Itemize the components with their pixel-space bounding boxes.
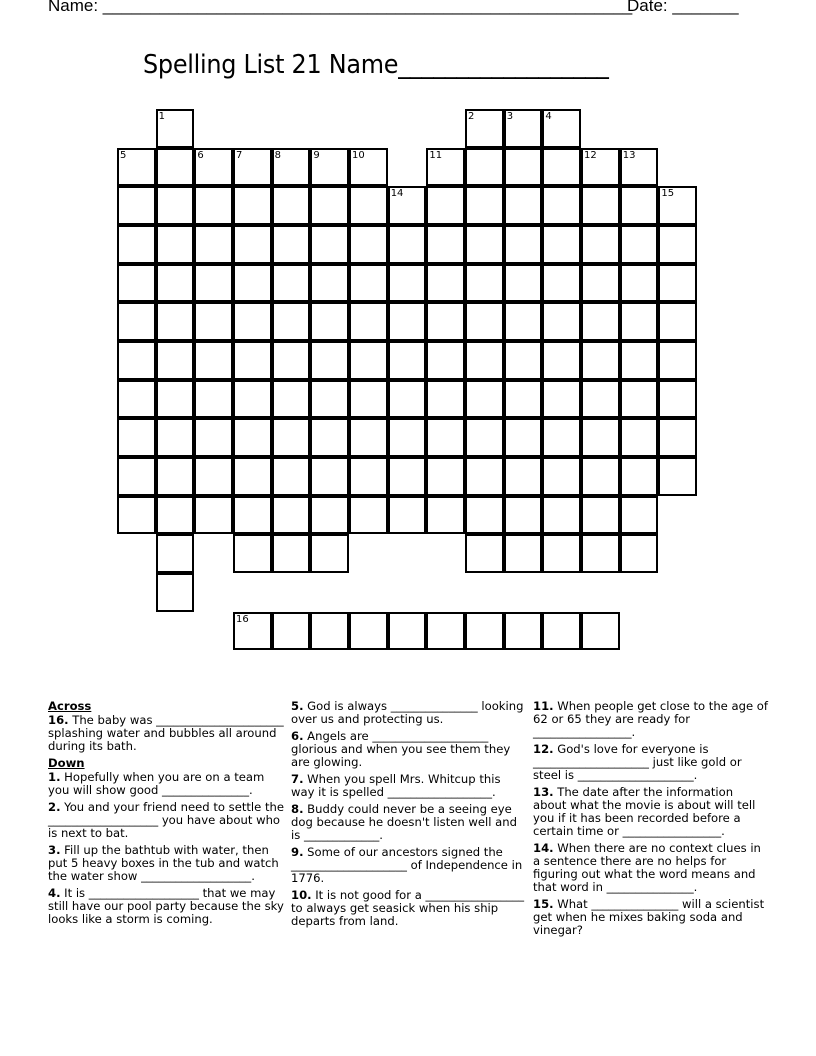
- clue-down-5: 5. God is always _______________ looking over us and protecting us.: [291, 699, 524, 726]
- grid-cell[interactable]: [156, 109, 195, 148]
- grid-cell[interactable]: [388, 186, 427, 225]
- grid-cell[interactable]: [426, 380, 465, 419]
- grid-cell[interactable]: [117, 302, 156, 341]
- clues-column-3: [533, 700, 769, 941]
- down-heading: Down: [48, 756, 85, 770]
- grid-cell[interactable]: [310, 148, 349, 187]
- grid-cell[interactable]: [581, 457, 620, 496]
- grid-cell[interactable]: [388, 341, 427, 380]
- clue-down-15: 15. What _______________ will a scientist get when he mixes baking soda and vinegar?: [533, 897, 765, 937]
- grid-cell[interactable]: [156, 380, 195, 419]
- grid-cell[interactable]: [388, 225, 427, 264]
- grid-cell[interactable]: [465, 186, 504, 225]
- grid-cell[interactable]: [426, 302, 465, 341]
- grid-cell[interactable]: [272, 264, 311, 303]
- grid-cell[interactable]: [310, 418, 349, 457]
- grid-cell[interactable]: [465, 225, 504, 264]
- clue-number: 8: [274, 149, 282, 161]
- grid-cell[interactable]: [426, 264, 465, 303]
- grid-cell[interactable]: [658, 264, 697, 303]
- grid-cell[interactable]: [349, 225, 388, 264]
- grid-cell[interactable]: [620, 418, 659, 457]
- grid-cell[interactable]: [504, 380, 543, 419]
- grid-cell[interactable]: [156, 341, 195, 380]
- clues-column-2: [291, 700, 527, 932]
- grid-cell[interactable]: [504, 496, 543, 535]
- clue-number: 2: [468, 111, 475, 122]
- grid-cell[interactable]: [194, 225, 233, 264]
- grid-cell[interactable]: [156, 534, 195, 573]
- grid-cell[interactable]: [272, 418, 311, 457]
- grid-cell[interactable]: [349, 264, 388, 303]
- grid-cell[interactable]: [465, 534, 504, 573]
- grid-cell[interactable]: [542, 302, 581, 341]
- grid-cell[interactable]: [426, 457, 465, 496]
- grid-cell[interactable]: [658, 302, 697, 341]
- grid-cell[interactable]: [426, 341, 465, 380]
- clue-number: 9: [313, 149, 320, 161]
- grid-cell[interactable]: [581, 148, 620, 187]
- grid-cell[interactable]: [194, 457, 233, 496]
- grid-cell[interactable]: [310, 612, 349, 651]
- clues-column-1: [48, 700, 288, 930]
- clue-number: 6: [197, 149, 204, 161]
- grid-cell[interactable]: [504, 302, 543, 341]
- grid-cell[interactable]: [117, 496, 156, 535]
- grid-cell[interactable]: [542, 612, 581, 651]
- grid-cell[interactable]: [504, 148, 543, 187]
- grid-cell[interactable]: [233, 418, 272, 457]
- clue-number: 15: [661, 188, 675, 200]
- grid-cell[interactable]: [426, 186, 465, 225]
- grid-cell[interactable]: [388, 457, 427, 496]
- grid-cell[interactable]: [465, 341, 504, 380]
- grid-cell[interactable]: [194, 380, 233, 419]
- grid-cell[interactable]: [542, 148, 581, 187]
- grid-cell[interactable]: [388, 418, 427, 457]
- grid-cell[interactable]: [310, 457, 349, 496]
- grid-cell[interactable]: [156, 302, 195, 341]
- grid-cell[interactable]: [542, 418, 581, 457]
- grid-cell[interactable]: [504, 186, 543, 225]
- grid-cell[interactable]: [194, 264, 233, 303]
- grid-cell[interactable]: [156, 418, 195, 457]
- grid-cell[interactable]: [272, 186, 311, 225]
- grid-cell[interactable]: [620, 457, 659, 496]
- clue-down-14: 14. When there are no context clues in a sentence there are no helps for figuring out what the word means and that word in _______________.: [533, 841, 761, 894]
- grid-cell[interactable]: [310, 534, 349, 573]
- clue-down-11: 11. When people get close to the age of 62 or 65 they are ready for _________________.: [533, 699, 768, 739]
- grid-cell[interactable]: [117, 148, 156, 187]
- grid-cell[interactable]: [581, 186, 620, 225]
- clue-number: 16: [236, 613, 249, 625]
- grid-cell[interactable]: [465, 148, 504, 187]
- grid-cell[interactable]: [272, 148, 311, 187]
- grid-cell[interactable]: [156, 225, 195, 264]
- clue-down-3: 3. Fill up the bathtub with water, then put 5 heavy boxes in the tub and watch the water show ___________________.: [48, 843, 279, 883]
- grid-cell[interactable]: [388, 264, 427, 303]
- grid-cell[interactable]: [156, 264, 195, 303]
- grid-cell[interactable]: [581, 496, 620, 535]
- grid-cell[interactable]: [349, 186, 388, 225]
- grid-cell[interactable]: [233, 186, 272, 225]
- grid-cell[interactable]: [542, 109, 581, 148]
- grid-cell[interactable]: [465, 264, 504, 303]
- grid-cell[interactable]: [658, 225, 697, 264]
- clue-number: 12: [584, 149, 597, 161]
- grid-cell[interactable]: [310, 380, 349, 419]
- clue-down-12: 12. God's love for everyone is ____________________ just like gold or steel is ____________________.: [533, 742, 742, 782]
- clue-number: 7: [236, 149, 243, 161]
- clue-number: 13: [622, 149, 636, 161]
- name-field-label: Name: ________________________________________________________: [48, 0, 633, 15]
- grid-cell[interactable]: [504, 109, 543, 148]
- grid-cell[interactable]: [658, 186, 697, 225]
- grid-cell[interactable]: [620, 225, 659, 264]
- grid-cell[interactable]: [117, 418, 156, 457]
- grid-cell[interactable]: [310, 496, 349, 535]
- clue-number: 4: [545, 111, 552, 122]
- grid-cell[interactable]: [581, 380, 620, 419]
- grid-cell[interactable]: [156, 573, 195, 612]
- grid-cell[interactable]: [504, 612, 543, 651]
- grid-cell[interactable]: [156, 186, 195, 225]
- grid-cell[interactable]: [581, 225, 620, 264]
- grid-cell[interactable]: [581, 302, 620, 341]
- across-heading: Across: [48, 699, 92, 713]
- grid-cell[interactable]: [542, 534, 581, 573]
- grid-cell[interactable]: [658, 418, 697, 457]
- grid-cell[interactable]: [504, 264, 543, 303]
- grid-cell[interactable]: [194, 186, 233, 225]
- grid-cell[interactable]: [581, 264, 620, 303]
- grid-cell[interactable]: [272, 457, 311, 496]
- grid-cell[interactable]: [426, 148, 465, 187]
- grid-cell[interactable]: [465, 302, 504, 341]
- grid-cell[interactable]: [620, 380, 659, 419]
- grid-cell[interactable]: [426, 225, 465, 264]
- grid-cell[interactable]: [581, 341, 620, 380]
- clue-down-13: 13. The date after the information about what the movie is about will tell you if it has been recorded before a certain time or _________________.: [533, 785, 756, 838]
- grid-cell[interactable]: [581, 612, 620, 651]
- page-title: Spelling List 21 Name__________________: [143, 50, 609, 80]
- grid-cell[interactable]: [388, 496, 427, 535]
- grid-cell[interactable]: [542, 380, 581, 419]
- grid-cell[interactable]: [658, 380, 697, 419]
- grid-cell[interactable]: [349, 302, 388, 341]
- grid-cell[interactable]: [504, 225, 543, 264]
- grid-cell[interactable]: [272, 534, 311, 573]
- grid-cell[interactable]: [310, 341, 349, 380]
- grid-cell[interactable]: [581, 534, 620, 573]
- grid-cell[interactable]: [349, 496, 388, 535]
- grid-cell[interactable]: [117, 186, 156, 225]
- grid-cell[interactable]: [542, 264, 581, 303]
- clue-number: 3: [506, 111, 514, 122]
- grid-cell[interactable]: [233, 302, 272, 341]
- grid-cell[interactable]: [233, 380, 272, 419]
- grid-cell[interactable]: [233, 496, 272, 535]
- grid-cell[interactable]: [542, 186, 581, 225]
- grid-cell[interactable]: [388, 612, 427, 651]
- grid-cell[interactable]: [117, 380, 156, 419]
- grid-cell[interactable]: [620, 341, 659, 380]
- clue-down-1: 1. Hopefully when you are on a team you will show good _______________.: [48, 770, 265, 797]
- grid-cell[interactable]: [117, 457, 156, 496]
- grid-cell[interactable]: [426, 496, 465, 535]
- grid-cell[interactable]: [233, 341, 272, 380]
- grid-cell[interactable]: [272, 380, 311, 419]
- grid-cell[interactable]: [620, 496, 659, 535]
- grid-cell[interactable]: [465, 612, 504, 651]
- clue-down-2: 2. You and your friend need to settle the ___________________ you have about who is next to bat.: [48, 800, 284, 840]
- clue-down-8: 8. Buddy could never be a seeing eye dog because he doesn't listen well and is _____________.: [291, 802, 517, 842]
- clue-number: 14: [390, 188, 404, 200]
- grid-cell[interactable]: [194, 148, 233, 187]
- grid-cell[interactable]: [233, 148, 272, 187]
- grid-cell[interactable]: [542, 225, 581, 264]
- grid-cell[interactable]: [272, 225, 311, 264]
- grid-cell[interactable]: [349, 418, 388, 457]
- grid-cell[interactable]: [272, 496, 311, 535]
- grid-cell[interactable]: [233, 534, 272, 573]
- clue-number: 10: [352, 149, 365, 161]
- grid-cell[interactable]: [194, 302, 233, 341]
- grid-cell[interactable]: [194, 418, 233, 457]
- grid-cell[interactable]: [620, 534, 659, 573]
- grid-cell[interactable]: [117, 341, 156, 380]
- grid-cell[interactable]: [310, 302, 349, 341]
- grid-cell[interactable]: [658, 341, 697, 380]
- grid-cell[interactable]: [156, 496, 195, 535]
- clue-down-10: 10. It is not good for a _________________ to always get seasick when his ship departs from land.: [291, 888, 525, 928]
- grid-cell[interactable]: [233, 612, 272, 651]
- grid-cell[interactable]: [465, 109, 504, 148]
- grid-cell[interactable]: [504, 457, 543, 496]
- grid-cell[interactable]: [233, 264, 272, 303]
- grid-cell[interactable]: [620, 264, 659, 303]
- grid-cell[interactable]: [465, 496, 504, 535]
- clue-down-6: 6. Angels are ____________________ glorious and when you see them they are glowing.: [291, 729, 511, 769]
- grid-cell[interactable]: [156, 148, 195, 187]
- clue-down-9: 9. Some of our ancestors signed the ____________________ of Independence in 1776.: [291, 845, 523, 885]
- grid-cell[interactable]: [465, 418, 504, 457]
- clue-down-4: 4. It is ___________________ that we may still have our pool party because the sky looks like a storm is coming.: [48, 886, 284, 926]
- clue-number: 1: [158, 111, 166, 122]
- date-field-label: Date: _______: [627, 0, 739, 15]
- grid-cell[interactable]: [620, 186, 659, 225]
- grid-cell[interactable]: [349, 612, 388, 651]
- grid-cell[interactable]: [542, 341, 581, 380]
- grid-cell[interactable]: [388, 380, 427, 419]
- grid-cell[interactable]: [349, 341, 388, 380]
- grid-cell[interactable]: [581, 418, 620, 457]
- grid-cell[interactable]: [117, 264, 156, 303]
- grid-cell[interactable]: [620, 302, 659, 341]
- grid-cell[interactable]: [504, 418, 543, 457]
- grid-cell[interactable]: [156, 457, 195, 496]
- grid-cell[interactable]: [272, 302, 311, 341]
- clue-number: 5: [120, 149, 127, 161]
- grid-cell[interactable]: [349, 380, 388, 419]
- grid-cell[interactable]: [620, 148, 659, 187]
- grid-cell[interactable]: [272, 612, 311, 651]
- clue-across-16: 16. The baby was ______________________ splashing water and bubbles all around during its bath.: [48, 713, 284, 753]
- grid-cell[interactable]: [194, 341, 233, 380]
- clue-number: 11: [429, 149, 443, 161]
- grid-cell[interactable]: [388, 302, 427, 341]
- grid-cell[interactable]: [310, 264, 349, 303]
- grid-cell[interactable]: [310, 225, 349, 264]
- grid-cell[interactable]: [349, 457, 388, 496]
- grid-cell[interactable]: [504, 534, 543, 573]
- grid-cell[interactable]: [349, 148, 388, 187]
- grid-cell[interactable]: [465, 457, 504, 496]
- grid-cell[interactable]: [426, 418, 465, 457]
- grid-cell[interactable]: [194, 496, 233, 535]
- grid-cell[interactable]: [658, 457, 697, 496]
- grid-cell[interactable]: [233, 457, 272, 496]
- clue-down-7: 7. When you spell Mrs. Whitcup this way it is spelled __________________.: [291, 772, 501, 799]
- grid-cell[interactable]: [542, 457, 581, 496]
- grid-cell[interactable]: [465, 380, 504, 419]
- grid-cell[interactable]: [310, 186, 349, 225]
- grid-cell[interactable]: [426, 612, 465, 651]
- grid-cell[interactable]: [504, 341, 543, 380]
- grid-cell[interactable]: [542, 496, 581, 535]
- grid-cell[interactable]: [233, 225, 272, 264]
- grid-cell[interactable]: [272, 341, 311, 380]
- grid-cell[interactable]: [117, 225, 156, 264]
